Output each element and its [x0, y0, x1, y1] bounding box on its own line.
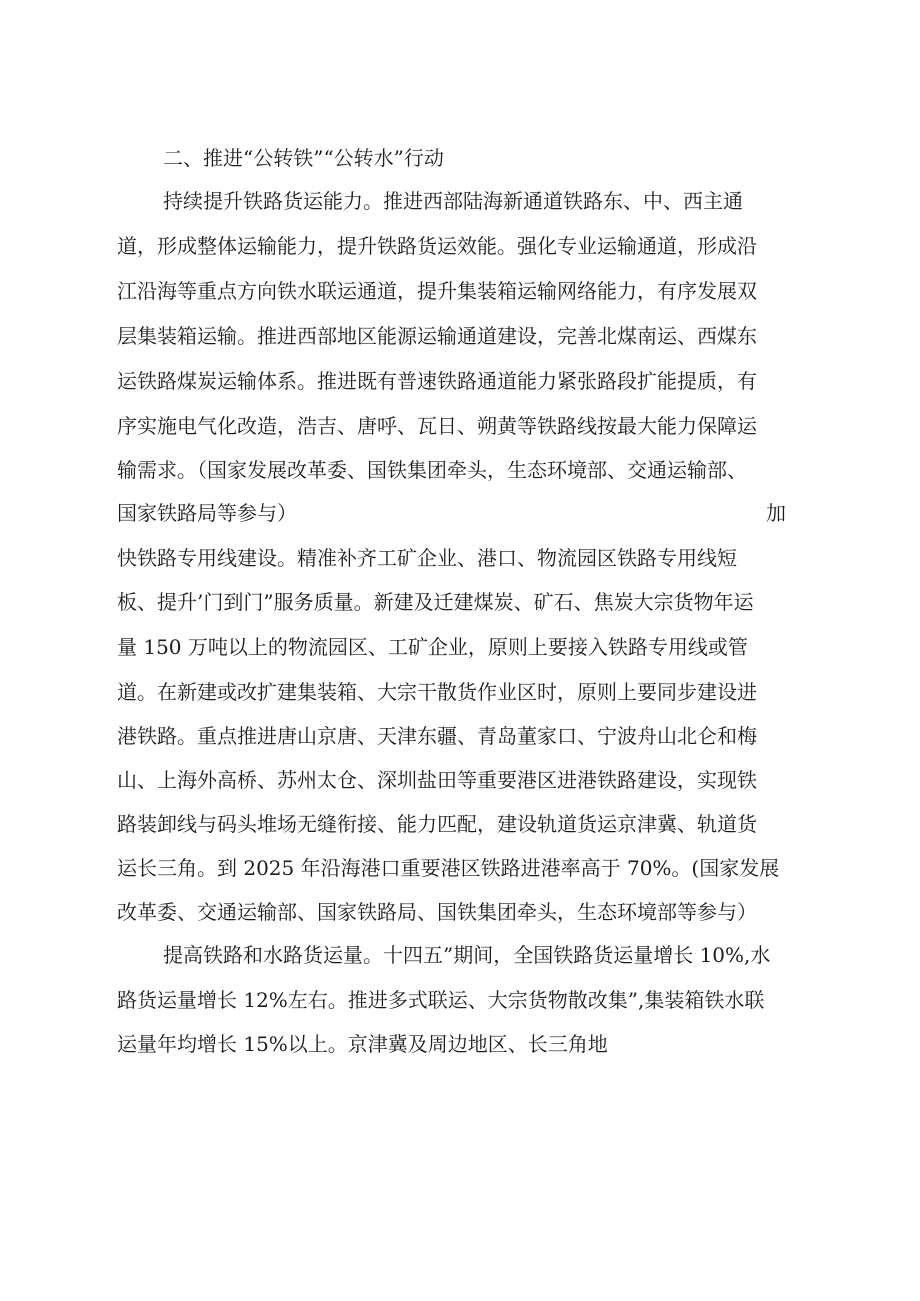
paragraph-1-line-1: 持续提升铁路货运能力。推进西部陆海新通道铁路东、中、西主通 [163, 189, 743, 213]
paragraph-2-line-6: 山、上海外高桥、苏州太仓、深圳盐田等重要港区进港铁路建设，实现铁 [117, 768, 757, 792]
paragraph-2-line-4: 道。在新建或改扩建集装箱、大宗干散货作业区时，原则上要同步建设进 [117, 680, 757, 704]
paragraph-2-line-9: 改革委、交通运输部、国家铁路局、国铁集团牵头，生态环境部等参与） [117, 900, 757, 924]
paragraph-3-line-3: 运量年均增长 15%以上。京津冀及周边地区、长三角地 [117, 1032, 608, 1056]
paragraph-1-line-5: 运铁路煤炭运输体系。推进既有普速铁路通道能力紧张路段扩能提质，有 [117, 369, 757, 393]
paragraph-1-line-8: 国家铁路局等参与） [117, 501, 297, 525]
paragraph-2-line-1: 快铁路专用线建设。精准补齐工矿企业、港口、物流园区铁路专用线短 [117, 546, 737, 570]
paragraph-2-first-char: 加 [766, 501, 786, 525]
section-heading: 二、推进“公转铁”“公转水”行动 [163, 146, 444, 170]
paragraph-1-line-7: 输需求。（国家发展改革委、国铁集团牵头，生态环境部、交通运输部、 [117, 458, 747, 482]
paragraph-2-line-7: 路装卸线与码头堆场无缝衔接、能力匹配，建设轨道货运京津冀、轨道货 [117, 812, 757, 836]
paragraph-3-line-2: 路货运量增长 12%左右。推进多式联运、大宗货物散改集”,集装箱铁水联 [117, 988, 765, 1012]
paragraph-1-line-3: 江沿海等重点方向铁水联运通道，提升集装箱运输网络能力，有序发展双 [117, 279, 757, 303]
paragraph-2-line-3: 量 150 万吨以上的物流园区、工矿企业，原则上要接入铁路专用线或管 [117, 635, 748, 659]
paragraph-1-line-4: 层集装箱运输。推进西部地区能源运输通道建设，完善北煤南运、西煤东 [117, 324, 757, 348]
paragraph-2-line-8: 运长三角。到 2025 年沿海港口重要港区铁路进港率高于 70%。(国家发展 [117, 856, 780, 880]
paragraph-3-line-1: 提高铁路和水路货运量。十四五”期间，全国铁路货运量增长 10%,水 [163, 943, 771, 967]
paragraph-1-line-6: 序实施电气化改造，浩吉、唐呼、瓦日、朔黄等铁路线按最大能力保障运 [117, 414, 757, 438]
paragraph-1-line-2: 道，形成整体运输能力，提升铁路货运效能。强化专业运输通道，形成沿 [117, 234, 757, 258]
paragraph-2-line-2: 板、提升’门到门”服务质量。新建及迁建煤炭、矿石、焦炭大宗货物年运 [117, 590, 754, 614]
paragraph-2-line-5: 港铁路。重点推进唐山京唐、天津东疆、青岛董家口、宁波舟山北仑和梅 [117, 724, 757, 748]
